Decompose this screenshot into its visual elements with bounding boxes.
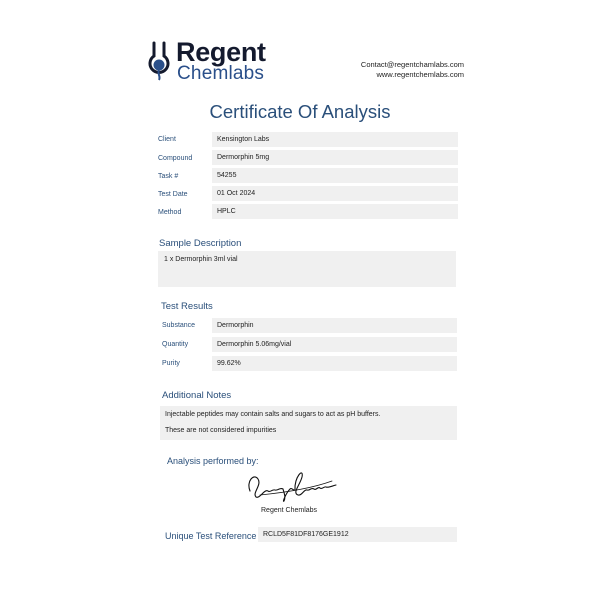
value-compound: Dermorphin 5mg: [212, 150, 458, 165]
note-line-1: Injectable peptides may contain salts and sugars to act as pH buffers.: [165, 411, 381, 418]
label-task: Task #: [158, 173, 179, 180]
label-compound: Compound: [158, 155, 193, 162]
contact-email[interactable]: Contact@regentchamlabs.com: [360, 60, 464, 69]
note-line-2: These are not considered impurities: [165, 427, 277, 434]
brand-name-line1: Regent: [176, 37, 266, 67]
value-client: Kensington Labs: [212, 132, 458, 147]
test-results-heading: Test Results: [161, 301, 213, 312]
label-purity: Purity: [162, 360, 180, 367]
reference-value: RCLD5F81DF8176GE1912: [258, 527, 457, 542]
label-method: Method: [158, 209, 182, 216]
brand-name-line2: Chemlabs: [177, 63, 265, 84]
contact-block: [361, 60, 464, 80]
flask-icon: [148, 40, 174, 84]
label-quantity: Quantity: [162, 341, 189, 348]
value-method: HPLC: [212, 204, 458, 219]
value-quantity: Dermorphin 5.06mg/vial: [212, 337, 457, 352]
label-substance: Substance: [162, 322, 196, 329]
label-test-date: Test Date: [158, 191, 188, 198]
analysis-heading: Analysis performed by:: [167, 456, 259, 466]
company-logo: [148, 37, 288, 84]
additional-notes-box: [160, 406, 457, 440]
sample-description-box: [158, 251, 456, 287]
sample-description-heading: Sample Description: [159, 238, 242, 249]
sample-description-text: 1 x Dermorphin 3ml vial: [164, 256, 238, 263]
document-title: Certificate Of Analysis: [209, 101, 391, 122]
value-task: 54255: [212, 168, 458, 183]
signature-image: [240, 463, 340, 505]
value-substance: Dermorphin: [212, 318, 457, 333]
value-test-date: 01 Oct 2024: [212, 186, 458, 201]
reference-label: Unique Test Reference: [165, 531, 257, 541]
value-purity: 99.62%: [212, 356, 457, 371]
signatory-name: Regent Chemlabs: [261, 507, 318, 514]
contact-website[interactable]: www.regentchemlabs.com: [376, 70, 464, 79]
label-client: Client: [158, 136, 176, 143]
additional-notes-heading: Additional Notes: [162, 390, 232, 401]
signature-text: Regent Chemlabs: [290, 463, 299, 464]
